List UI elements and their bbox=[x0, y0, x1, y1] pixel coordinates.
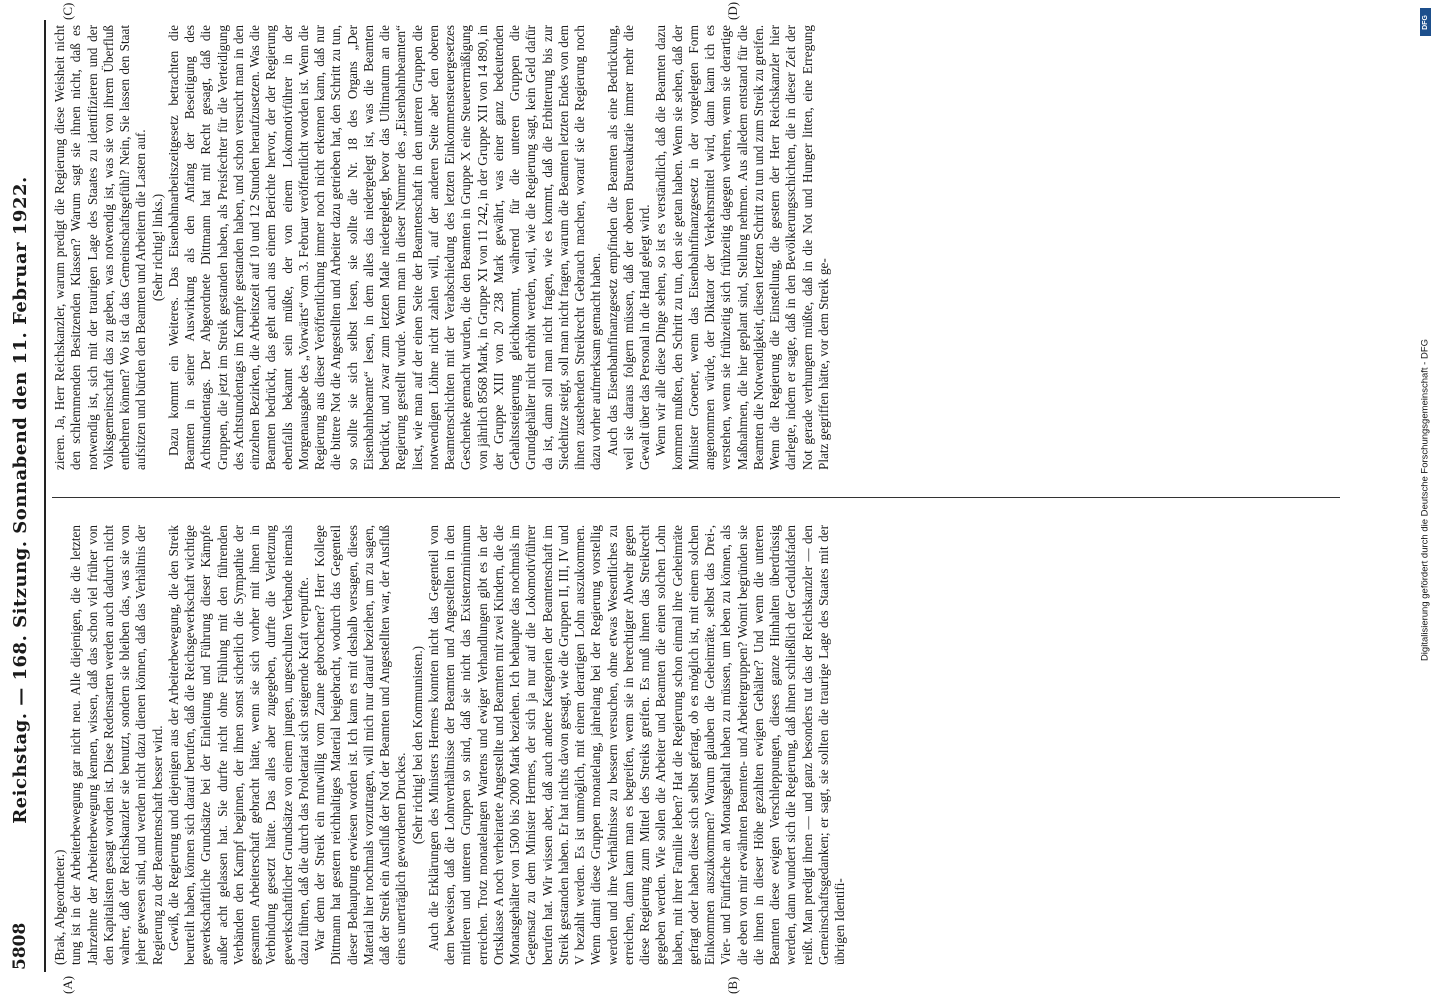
paragraph: War denn der Streik ein mutwillig vom Zaune gebrochener? Herr Kollege Dittmann hat gestern reichhaltiges Material beigebracht, wodurch das Gegenteil dieser Behauptung erwiesen worden ist. Ich kann es mit deshalb versagen, dieses Material hier nochmals vorzutragen, will mich nur darauf beziehen, um zu sagen, daß der Streik ein Ausfluß der Not der Beamten und Angestellten war, der Ausfluß eines unerträglich gewordenen Druckes. bbox=[312, 525, 409, 965]
paragraph: Auch die Erklärungen des Ministers Hermes konnten nicht das Gegenteil von dem beweisen, daß die Lohnverhältnisse der Beamten und Angestellten in den mittleren und unteren Gruppen so sind, daß sie nicht das Existenzminimum erreichen. Trotz monatelangen Wartens und ewiger Verhandlungen gibt es in der Ortsklasse A noch verheiratete Angestellte und Beamten mit zwei Kindern, die die Monatsgehälter von 1500 bis 2000 Mark beziehen. Ich behaupte das nochmals im Gegensatz zu dem Minister Hermes, der sich ja nur auf die Lokomotivführer berufen hat. Wir wissen aber, daß auch andere Kategorien der Beamtenschaft im Streik gestanden haben. Er hat nichts davon gesagt, wie die Gruppen II, III, IV und V bezahlt werden. Es ist unmöglich, mit einem derartigen Lohn auszukommen. Wenn damit diese Gruppen monatelang, jahrelang bei der Regierung vorstellig werden und ihre Verhältnisse zu bessern versuchen, ohne etwas Wesentliches zu erreichen, dann kann man es begreifen, wenn sie in berechtigter Abwehr gegen diese Regierung zum Mittel des Streiks greifen. Es muß ihnen das Streikrecht gegeben werden. Wie sollen die Arbeiter und Beamten die einen solchen Lohn haben, mit ihrer Familie leben? Hat die Regierung schon einmal ihre Geheimräte gefragt oder haben diese sich selbst gefragt, ob es möglich ist, mit einem solchen Einkommen auszukommen? Warum glauben die Geheimräte, selbst das Drei-, Vier- und Fünffache an Monatsgehalt haben zu müssen, um leben zu können, als die eben von mir erwähnten Beamten- und Arbeitergruppen? Womit begründen sie die ihnen in dieser Höhe gezahlten ewigen Gehälter? Und wenn die unteren Beamten diese ewigen Verschleppungen, dieses ganze Hinhalten überdrüssig werden, dann wundert sich die Regierung, daß ihnen schließlich der Geduldsfaden reißt. Man predigt ihnen — und ganz besonders tut das der Reichskanzler — den Gemeinschaftsgedanken; er sagt, sie sollten die traurige Lage des Staates mit der übrigen Identifi- bbox=[425, 525, 847, 965]
margin-mark-d: (D) bbox=[725, 1, 740, 20]
right-column bbox=[52, 25, 1340, 470]
dfg-logo-text: DFG bbox=[1422, 14, 1429, 30]
running-title: Reichstag. — 168. Sitzung. Sonnabend den 11. Februar 1922. bbox=[10, 176, 31, 824]
column-divider bbox=[52, 497, 1340, 498]
paragraph: Wenn wir alle diese Dinge sehen, so ist es verständlich, daß die Beamten dazu kommen mußten, den Schritt zu tun, den sie getan haben. Wenn sie sehen, daß der Minister Groener, wenn das Eisenbahnfinanzgesetz in der vorgelegten Form angenommen würde, der Diktator der Verkehrsmittel wird, dann kann ich es verstehen, wenn sie frühzeitig sich frühzeitig dagegen wehren, wenn sie derartige Maßnahmen, die hier geplant sind, Stellung nehmen. Aus alledem entstand für die Beamten die Notwendigkeit, diesen letzten Schritt zu tun und zum Streik zu greifen. Wenn die Regierung die Einstellung, die gestern der Herr Reichskanzler hier darlegte, indem er sagte, daß in den Bevölkerungsschichten, die in dieser Zeit der Not gerade verhungern müßte, daß in die Not und Hunger litten, eine Erregung Platz gegriffen hätte, vor dem Streik ge- bbox=[653, 25, 831, 470]
digitization-credit-text: Digitalisierung gefördert durch die Deutsche Forschungsgemeinschaft - DFG bbox=[1419, 338, 1431, 662]
paragraph: tung ist in der Arbeiterbewegung gar nicht neu. Alle diejenigen, die die letzten Jahrzehnte der Arbeiterbewegung kennen, wissen, daß das schon viel früher von den Kapitalisten gesagt worden ist. Diese Redensarten werden auch dadurch nicht wahrer, daß der Reichskanzler sie benutzt, sondern sie bleiben das, was sie von jeher gewesen sind, und werden nicht dazu dienen können, daß das Verhältnis der Regierung zu der Beamtenschaft besser wird. bbox=[68, 525, 165, 965]
margin-mark-b: (B) bbox=[725, 976, 740, 994]
paragraph: zieren. Ja, Herr Reichskanzler, warum predigt die Regierung diese Weisheit nicht den schlemmenden Besitzenden Klassen? Warum sagt sie ihnen nicht, daß es notwendig ist, sich mit der traurigen Lage des Staates zu identifizieren und der Volksgemeinschaft das zu geben, was notwendig ist, was sie von ihrem Überfluß entbehren können? Wo ist da das Gemeinschaftsgefühl? Nein, Sie lassen den Staat aufsitzen und bürden den Beamten und Arbeitern die Lasten auf. bbox=[52, 25, 149, 470]
header-rule bbox=[44, 20, 46, 972]
paragraph: Dazu kommt ein Weiteres. Das Eisenbahnarbeitszeitgesetz betrachten die Beamten in seiner Auswirkung als den Anfang der Beseitigung des Achtstundentags. Der Abgeordnete Dittmann hat mit Recht gesagt, daß die Gruppen, die jetzt im Streik gestanden haben, als Preisfechter für die Verteidigung des Achtstundentags im Kampfe gestanden haben, und schon versucht man in den einzelnen Bezirken, die Arbeitszeit auf 10 und 12 Stunden heraufzusetzen. Was die Beamten bedrückt, das geht auch aus einem Berichte hervor, der der Regierung ebenfalls bekannt sein müßte, der von einem Lokomotivführer in der Morgenausgabe des „Vorwärts“ vom 3. Februar veröffentlicht worden ist. Wenn die Regierung aus dieser Veröffentlichung immer noch nicht erkennen kann, daß nur die bittere Not die Angestellten und Arbeiter dazu getrieben hat, den Schritt zu tun, so sollte sie sich selbst lesen, sie sollte die Nr. 18 des Organs „Der Eisenbahnbeamte“ lesen, in dem alles das niedergelegt ist, was die Beamten bedrückt, und zwar zum letzten Male niedergelegt, bevor das Ultimatum an die Regierung gestellt wurde. Wenn man in dieser Nummer des „Eisenbahnbeamten“ liest, wie man auf der einen Seite der Beamtenschaft in den unteren Gruppen die notwendigen Löhne nicht zahlen will, auf der anderen Seite aber den oberen Beamtenschichten mit der Verabschiedung des letzten Einkommensteuergesetzes Geschenke gemacht wurden, die den Beamten in Gruppe X eine Steuerermäßigung von jährlich 8568 Mark, in Gruppe XI von 11 242, in der Gruppe XII von 14 890, in der Gruppe XIII von 20 238 Mark gewährt, was einer ganz bedeutenden Gehaltssteigerung gleichkommt, während für die unteren Gruppen die Grundgehälter nicht erhöht werden, weil, wie die Regierung sagt, kein Geld dafür da ist, dann soll man nicht fragen, wie es kommt, daß die Erbitterung bis zur Siedehitze steigt, soll man nicht fragen, warum die Beamten letzten Endes von dem ihnen zustehenden Streikrecht Gebrauch machen, worauf sie die Regierung noch dazu vorher aufmerksam gemacht haben. bbox=[165, 25, 604, 470]
interjection: (Sehr richtig! bei den Kommunisten.) bbox=[409, 645, 425, 845]
margin-mark-a: (A) bbox=[60, 975, 75, 994]
digitization-credit bbox=[1416, 0, 1434, 1000]
interjection: (Sehr richtig! links.) bbox=[149, 193, 165, 302]
page-number: 5808 bbox=[10, 922, 30, 970]
page-header bbox=[0, 0, 40, 1000]
paragraph: Auch das Eisenbahnfinanzgesetz empfinden die Beamten als eine Bedrückung, weil sie daraus folgern müssen, daß der oberen Bureaukratie immer mehr die Gewalt über das Personal in die Hand gelegt wird. bbox=[604, 25, 652, 470]
speaker-label: (Brak, Abgeordneter.) bbox=[52, 849, 67, 965]
margin-mark-c: (C) bbox=[60, 2, 75, 20]
left-column bbox=[52, 525, 1340, 965]
paragraph: Gewiß, die Regierung und diejenigen aus der Arbeiterbewegung, die den Streik beurteilt haben, können sich darauf berufen, daß die Reichsgewerkschaft wichtige gewerkschaftliche Grundsätze bei der Einleitung und Führung dieser Kämpfe außer acht gelassen hat. Sie durfte nicht ohne Fühlung mit den führenden Verbänden den Kampf beginnen, der ihnen sonst sicherlich die Sympathie der gesamten Arbeiterschaft gebracht hätte, wenn sie sich vorher mit ihnen in Verbindung gesetzt hätte. Das alles aber zugegeben, durfte die Verletzung gewerkschaftlicher Grundsätze von einem jungen, ungeschulten Verbande niemals dazu führen, daß die durch das Proletariat sich steigernde Kraft verpuffte. bbox=[165, 525, 311, 965]
